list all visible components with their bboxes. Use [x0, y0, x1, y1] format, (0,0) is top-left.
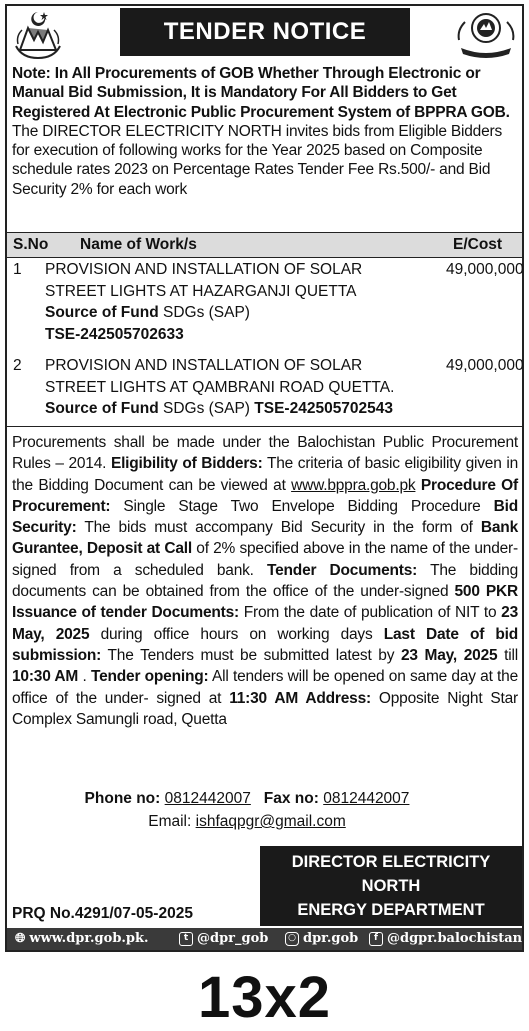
row-work-description: [45, 355, 445, 420]
prq-number: PRQ No.4291/07-05-2025: [12, 905, 193, 922]
signatory-line-3: ENERGY DEPARTMENT: [297, 901, 485, 919]
row-cost: 49,000,000: [446, 261, 524, 278]
work-line-2: STREET LIGHTS AT QAMBRANI ROAD QUETTA.: [45, 378, 395, 396]
tse-number: TSE-242505702633: [45, 325, 184, 343]
email-address[interactable]: ishfaqpgr@gmail.com: [195, 813, 346, 830]
bppra-website-link[interactable]: www.bppra.gob.pk: [291, 476, 416, 494]
intro-text: The DIRECTOR ELECTRICITY NORTH invites bids from Eligible Bidders for execution of following works for the Year 2025 based on Composite schedule rates 2023 on Percentage Rates Tender Fee Rs.500/- and Bid Security 2% for each work: [12, 122, 503, 198]
phone-number[interactable]: 0812442007: [164, 790, 251, 807]
phone-fax-line: [12, 790, 482, 808]
address-text: Opposite Night Star Complex Samungli road, Quetta: [12, 689, 518, 728]
intro-paragraph: [12, 64, 518, 199]
eligibility-label: Eligibility of Bidders:: [110, 455, 263, 473]
bid-security-label: Bid Security:: [12, 497, 518, 537]
issuance-date: 23 May, 2025: [12, 604, 519, 643]
footer-facebook-text: @dgpr.balochistan: [387, 931, 523, 946]
work-line-1: PROVISION AND INSTALLATION OF SOLAR: [45, 357, 363, 374]
body-text-3: Single Stage Two Envelope Bidding Procedure: [110, 497, 494, 515]
body-text-1: Procurements shall be made under the Balochistan Public Procurement Rules – 2014.: [12, 434, 518, 473]
table-divider: [7, 426, 522, 427]
footer-website[interactable]: [15, 931, 149, 946]
last-date-label: Last Date of bid submission:: [12, 625, 519, 664]
body-text-12: All tenders will be opened on same day at the office of the under- signed at: [12, 668, 519, 707]
submission-time: 10:30 AM: [12, 668, 79, 686]
issuance-label: 500 PKR Issuance of tender Documents:: [12, 583, 518, 622]
procurement-details: [12, 432, 518, 730]
email-line: [12, 813, 482, 831]
tse-number: TSE-242505702543: [254, 400, 394, 417]
tender-notice-title: TENDER NOTICE: [120, 8, 410, 56]
footer-instagram[interactable]: [285, 931, 358, 946]
procedure-label: Procedure Of Procurement:: [12, 476, 518, 515]
phone-label: Phone no:: [84, 790, 161, 807]
facebook-icon: f: [369, 932, 383, 946]
footer-instagram-text: dpr.gob: [303, 931, 359, 946]
header-estimated-cost: E/Cost: [453, 236, 503, 253]
signatory-line-2: NORTH: [361, 877, 421, 895]
body-text-9: The Tenders must be submitted latest by: [101, 646, 401, 664]
work-line-1: PROVISION AND INSTALLATION OF SOLAR: [45, 261, 363, 278]
fax-number[interactable]: 0812442007: [323, 790, 410, 807]
work-line-2: STREET LIGHTS AT HAZARGANJI QUETTA: [45, 282, 357, 300]
row-sno: 1: [13, 261, 22, 278]
signatory-line-1: DIRECTOR ELECTRICITY: [291, 853, 491, 871]
tender-documents-label: Tender Documents:: [267, 561, 418, 579]
header-name-of-work: Name of Work/s: [80, 236, 197, 253]
row-cost: 49,000,000: [446, 357, 524, 374]
tender-opening-label: Tender opening:: [90, 668, 209, 686]
social-footer: [7, 928, 522, 950]
source-of-fund: [45, 398, 445, 420]
bank-guarantee-label: Bank Gurantee, Deposit at Call: [12, 519, 518, 558]
body-text-2: The criteria of basic eligibility given in the Bidding Document can be viewed at: [12, 455, 518, 494]
fund-label: Source of Fund: [45, 400, 159, 417]
footer-twitter[interactable]: [179, 931, 268, 946]
address-label: Address:: [298, 689, 371, 707]
body-text-10: till: [497, 646, 518, 664]
fax-label: Fax no:: [263, 790, 319, 807]
row-sno: 2: [13, 357, 22, 374]
header-sno: S.No: [13, 236, 49, 253]
body-text-11: .: [78, 668, 91, 686]
fund-value: SDGs (SAP): [158, 400, 255, 417]
department-logo-icon: [453, 8, 519, 60]
body-text-6: The bidding documents can be obtained from the office of the under-signed: [12, 561, 518, 601]
twitter-icon: t: [179, 932, 193, 946]
body-text-4: The bids must accompany Bid Security in the form of: [76, 519, 481, 537]
registration-note: Note: In All Procurements of GOB Whether Through Electronic or Manual Bid Submission, It is Mandatory For All Bidders to Get Registered At Electronic Public Procurement System of BPPRA GOB.: [12, 65, 510, 121]
globe-icon: 🌐︎: [15, 931, 26, 946]
source-of-fund: [45, 302, 425, 324]
body-text-8: during office hours on working days: [89, 625, 384, 643]
submission-date: 23 May, 2025: [400, 646, 498, 664]
ad-size-code: 13x2: [197, 965, 332, 1030]
fund-label: Source of Fund: [45, 304, 159, 321]
instagram-icon: ○: [285, 932, 299, 946]
fund-value: SDGs (SAP): [158, 304, 250, 321]
opening-time: 11:30 AM: [229, 689, 299, 707]
footer-facebook[interactable]: [369, 931, 522, 946]
signatory-box: [260, 846, 522, 926]
government-emblem-icon: [10, 6, 66, 62]
email-label: Email:: [148, 813, 192, 830]
body-text-5: of 2% specified above in the name of the under-signed from a scheduled bank.: [12, 540, 518, 579]
footer-website-text: www.dpr.gob.pk.: [29, 931, 149, 946]
row-work-description: [45, 259, 425, 345]
body-text-7: From the date of publication of NIT to: [239, 604, 502, 622]
footer-twitter-text: @dpr_gob: [197, 931, 269, 946]
works-table-header: [7, 232, 522, 258]
